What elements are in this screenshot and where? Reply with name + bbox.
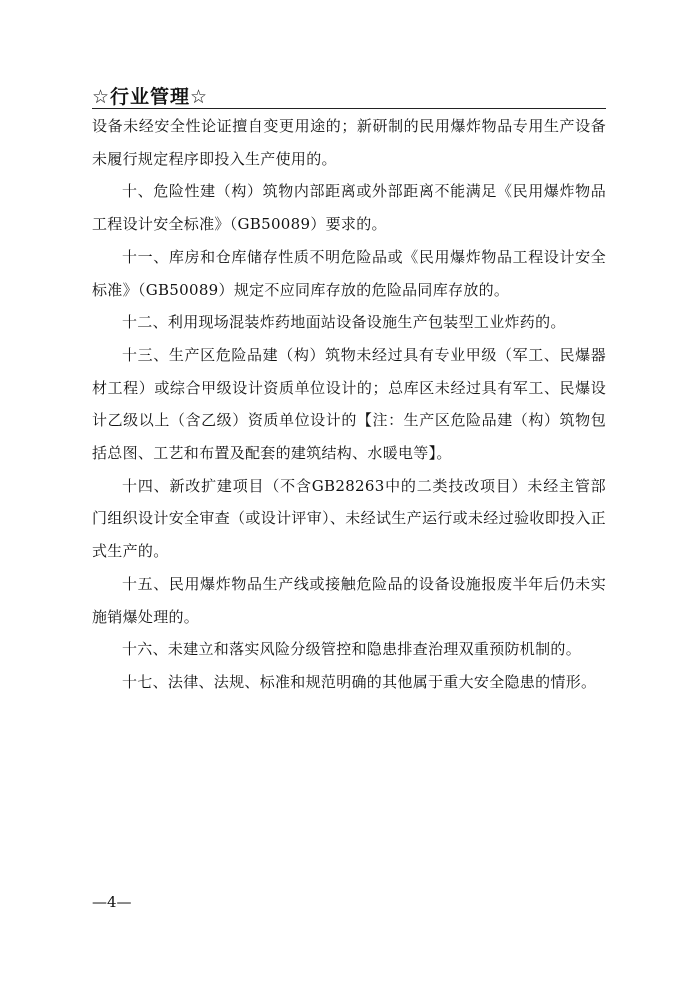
paragraph-item-15: 十五、民用爆炸物品生产线或接触危险品的设备设施报废半年后仍未实施销爆处理的。 bbox=[92, 574, 606, 626]
paragraph-continuation: 设备未经安全性论证擅自变更用途的；新研制的民用爆炸物品专用生产设备未履行规定程序即投入生产使用的。 bbox=[92, 117, 606, 168]
document-body bbox=[92, 110, 606, 699]
section-title: ☆行业管理☆ bbox=[92, 86, 209, 108]
paragraph-item-11: 十一、库房和仓库储存性质不明危险品或《民用爆炸物品工程设计安全标准》（GB50089）规定不应同库存放的危险品同库存放的。 bbox=[92, 247, 606, 299]
page-number: —4— bbox=[92, 893, 132, 911]
paragraph-item-14: 十四、新改扩建项目（不含GB28263中的二类技改项目）未经主管部门组织设计安全审查（或设计评审）、未经试生产运行或未经过验收即投入正式生产的。 bbox=[92, 476, 606, 561]
paragraph-item-12: 十二、利用现场混装炸药地面站设备设施生产包装型工业炸药的。 bbox=[122, 313, 566, 332]
paragraph-item-17: 十七、法律、法规、标准和规范明确的其他属于重大安全隐患的情形。 bbox=[122, 672, 597, 691]
page-header bbox=[92, 80, 606, 106]
paragraph-item-16: 十六、未建立和落实风险分级管控和隐患排查治理双重预防机制的。 bbox=[122, 640, 582, 659]
paragraph-item-10: 十、危险性建（构）筑物内部距离或外部距离不能满足《民用爆炸物品工程设计安全标准》（GB50089）要求的。 bbox=[92, 182, 606, 234]
header-rule bbox=[92, 108, 606, 109]
paragraph-item-13: 十三、生产区危险品建（构）筑物未经过具有专业甲级（军工、民爆器材工程）或综合甲级设计资质单位设计的；总库区未经过具有军工、民爆设计乙级以上（含乙级）资质单位设计的【注：生产区危险品建（构）筑物包括总图、工艺和布置及配套的建筑结构、水暖电等】。 bbox=[92, 345, 606, 463]
